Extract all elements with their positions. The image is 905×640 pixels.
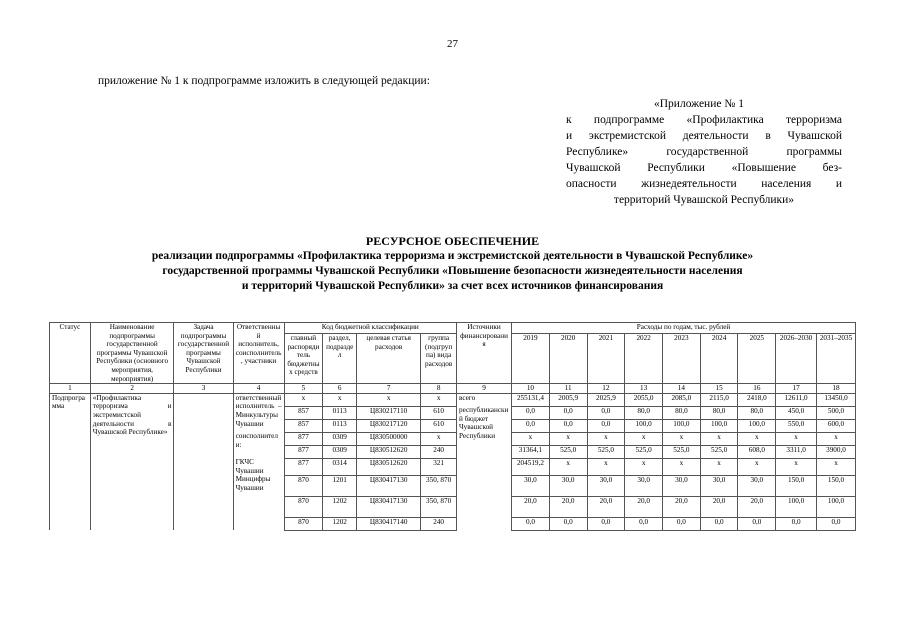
year-value: 80,0 [625,406,663,419]
year-value: 100,0 [738,419,776,432]
year-value: x [776,458,817,475]
header-grbs: главный распорядитель бюджетных средств [284,333,323,383]
year-value: 30,0 [549,475,587,496]
year-value: 0,0 [738,517,776,530]
header-sources: Источники финансирования [456,323,511,384]
heading-line: государственной программы Чувашской Республики «Повышение безопасности жизнедеятельности населения [162,265,743,277]
table-body [50,393,856,530]
year-value: 0,0 [587,406,625,419]
code-group: 350, 870 [421,496,457,517]
appendix-line: к подпрограмме «Профилактика терроризма [566,114,842,126]
year-value: 0,0 [549,517,587,530]
column-number: 11 [549,384,587,394]
column-numbers-row [50,384,856,394]
header-responsible: Ответственный исполнитель, соисполнитель, участники [233,323,284,384]
header-group: группа (подгруппа) вида расходов [421,333,457,383]
year-value: 0,0 [549,419,587,432]
code-group: 240 [421,517,457,530]
year-value: 2005,9 [549,393,587,406]
year-value: 2085,0 [663,393,701,406]
code-razdel: x [323,393,357,406]
row-status: Подпрограмма [50,393,91,530]
column-number: 3 [174,384,233,394]
column-number: 6 [323,384,357,394]
column-number: 7 [357,384,421,394]
year-value: 150,0 [817,475,856,496]
year-value: 0,0 [587,517,625,530]
column-number: 9 [456,384,511,394]
code-target: Ц830217120 [357,419,421,432]
code-target: Ц830512620 [357,458,421,475]
year-value: 100,0 [700,419,738,432]
row-source: всего [456,393,511,406]
header-year: 2025 [738,333,776,383]
year-value: 2418,0 [738,393,776,406]
year-value: x [549,432,587,445]
year-value: 204519,2 [512,458,550,475]
year-value: 2055,0 [625,393,663,406]
appendix-line: опасности жизнедеятельности населения и [566,178,842,190]
appendix-line: «Приложение № 1 [654,98,744,110]
year-value: 30,0 [738,475,776,496]
code-group: 610 [421,419,457,432]
year-value: 30,0 [512,475,550,496]
code-razdel: 0113 [323,406,357,419]
header-year: 2021 [587,333,625,383]
year-value: 100,0 [663,419,701,432]
code-grbs: 870 [284,475,323,496]
header-year: 2026–2030 [776,333,817,383]
year-value: x [549,458,587,475]
year-value: 0,0 [587,419,625,432]
year-value: 0,0 [549,406,587,419]
heading-title: РЕСУРСНОЕ ОБЕСПЕЧЕНИЕ [365,234,540,248]
appendix-line: Чувашской Республики «Повышение без- [566,162,842,174]
row-responsible: ответственный исполнитель – Минкультуры Чувашии [233,393,284,432]
year-value: x [663,432,701,445]
code-grbs: x [284,393,323,406]
appendix-line: и экстремистской деятельности в Чувашской [566,130,842,142]
code-razdel: 1201 [323,475,357,496]
year-value: x [817,458,856,475]
year-value: 0,0 [663,517,701,530]
code-group: 240 [421,445,457,458]
year-value: 255131,4 [512,393,550,406]
year-value: 100,0 [817,496,856,517]
code-target: Ц830417130 [357,496,421,517]
appendix-line: территорий Чувашской Республики» [613,194,795,206]
code-target: Ц830417140 [357,517,421,530]
row-responsible: ГКЧС Чувашии [233,458,284,475]
header-task: Задача подпрограммы государственной программы Чувашской Республики [174,323,233,384]
column-number: 12 [587,384,625,394]
header-target: целевая статья расходов [357,333,421,383]
year-value: 31364,1 [512,445,550,458]
year-value: 600,0 [817,419,856,432]
year-value: x [738,458,776,475]
year-value: x [700,458,738,475]
year-value: x [587,458,625,475]
year-value: 2115,0 [700,393,738,406]
year-value: 525,0 [587,445,625,458]
row-name: «Профилактика терроризма и экстремистской деятельности в Чувашской Республике» [90,393,174,530]
row-responsible: Минцифры Чувашии [233,475,284,530]
year-value: 80,0 [663,406,701,419]
row-task [174,393,233,530]
header-years-group: Расходы по годам, тыс. рублей [512,323,856,334]
code-grbs: 877 [284,432,323,445]
code-group: x [421,432,457,445]
header-year: 2019 [512,333,550,383]
column-number: 13 [625,384,663,394]
year-value: x [512,432,550,445]
header-year: 2024 [700,333,738,383]
year-value: 150,0 [776,475,817,496]
code-grbs: 877 [284,445,323,458]
header-year: 2023 [663,333,701,383]
year-value: 3900,0 [817,445,856,458]
heading-line: и территорий Чувашской Республики» за счет всех источников финансирования [241,280,664,292]
code-grbs: 870 [284,496,323,517]
column-number: 17 [776,384,817,394]
year-value: 13450,0 [817,393,856,406]
code-target: Ц830217110 [357,406,421,419]
year-value: 20,0 [549,496,587,517]
header-year: 2022 [625,333,663,383]
column-number: 4 [233,384,284,394]
year-value: 550,0 [776,419,817,432]
code-group: 350, 870 [421,475,457,496]
row-source: республиканский бюджет Чувашской Республики [456,406,511,530]
year-value: 450,0 [776,406,817,419]
year-value: 2025,9 [587,393,625,406]
year-value: 30,0 [663,475,701,496]
year-value: x [663,458,701,475]
code-grbs: 857 [284,406,323,419]
column-number: 1 [50,384,91,394]
appendix-header [566,96,842,208]
code-target: x [357,393,421,406]
year-value: x [700,432,738,445]
year-value: 20,0 [700,496,738,517]
header-year: 2031–2035 [817,333,856,383]
header-razdel: раздел, подраздел [323,333,357,383]
year-value: x [625,458,663,475]
year-value: 20,0 [512,496,550,517]
header-name: Наименование подпрограммы государственной программы Чувашской Республики (основного мероприятия, мероприятия) [90,323,174,384]
year-value: 525,0 [700,445,738,458]
year-value: 80,0 [738,406,776,419]
year-value: 0,0 [700,517,738,530]
year-value: 525,0 [663,445,701,458]
document-heading [0,234,905,294]
year-value: 12611,0 [776,393,817,406]
heading-line: реализации подпрограммы «Профилактика терроризма и экстремистской деятельности в Чувашской Республике» [151,250,754,262]
code-target: Ц830512620 [357,445,421,458]
code-razdel: 0309 [323,445,357,458]
header-code-group: Код бюджетной классификации [284,323,456,334]
year-value: x [625,432,663,445]
year-value: 500,0 [817,406,856,419]
year-value: 0,0 [512,517,550,530]
appendix-line: Республике» государственной программы [566,146,842,158]
year-value: 80,0 [700,406,738,419]
code-grbs: 857 [284,419,323,432]
year-value: 0,0 [512,419,550,432]
code-group: 610 [421,406,457,419]
row-responsible: соисполнители: [233,432,284,458]
year-value: 20,0 [738,496,776,517]
header-year: 2020 [549,333,587,383]
year-value: 525,0 [625,445,663,458]
code-razdel: 0113 [323,419,357,432]
page-number: 27 [447,38,458,50]
year-value: 0,0 [817,517,856,530]
year-value: 30,0 [625,475,663,496]
code-target: Ц830500000 [357,432,421,445]
header-status: Статус [50,323,91,384]
year-value: x [776,432,817,445]
column-number: 16 [738,384,776,394]
year-value: 3311,0 [776,445,817,458]
year-value: 20,0 [625,496,663,517]
year-value: 0,0 [512,406,550,419]
year-value: 608,0 [738,445,776,458]
year-value: 100,0 [625,419,663,432]
year-value: x [738,432,776,445]
code-group: x [421,393,457,406]
column-number: 10 [512,384,550,394]
column-number: 5 [284,384,323,394]
column-number: 15 [700,384,738,394]
code-razdel: 1202 [323,517,357,530]
code-razdel: 1202 [323,496,357,517]
code-grbs: 870 [284,517,323,530]
code-group: 321 [421,458,457,475]
column-number: 14 [663,384,701,394]
year-value: 30,0 [587,475,625,496]
year-value: 0,0 [776,517,817,530]
year-value: x [587,432,625,445]
code-razdel: 0309 [323,432,357,445]
column-number: 18 [817,384,856,394]
year-value: 525,0 [549,445,587,458]
year-value: 20,0 [663,496,701,517]
year-value: 30,0 [700,475,738,496]
year-value: 0,0 [625,517,663,530]
resources-table [49,322,856,531]
year-value: 100,0 [776,496,817,517]
column-number: 8 [421,384,457,394]
intro-text: приложение № 1 к подпрограмме изложить в следующей редакции: [98,75,430,87]
column-number: 2 [90,384,174,394]
year-value: 20,0 [587,496,625,517]
year-value: x [817,432,856,445]
code-razdel: 0314 [323,458,357,475]
code-target: Ц830417130 [357,475,421,496]
code-grbs: 877 [284,458,323,475]
table-row [50,393,856,406]
